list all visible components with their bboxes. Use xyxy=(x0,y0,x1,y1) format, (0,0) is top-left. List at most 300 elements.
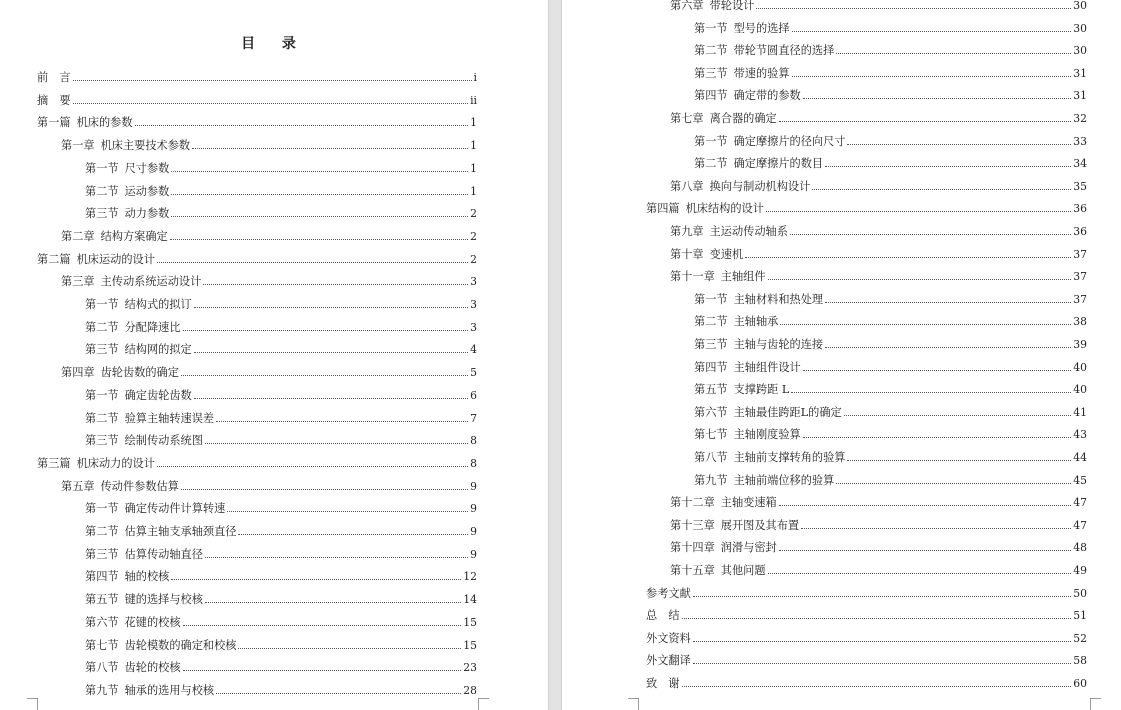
toc-page-number: 1 xyxy=(470,161,477,175)
toc-dot-leader xyxy=(181,488,468,490)
toc-entry[interactable] xyxy=(37,455,477,470)
toc-entry-title: 摘 要 xyxy=(37,93,71,107)
toc-page-number: 30 xyxy=(1073,21,1087,35)
toc-entry-number: 第三节 xyxy=(85,434,119,448)
toc-dot-leader xyxy=(205,556,468,558)
toc-entry-number: 第十四章 xyxy=(670,541,715,555)
toc-entry-number: 第三节 xyxy=(85,547,119,561)
toc-entry[interactable] xyxy=(37,114,477,129)
toc-entry-label xyxy=(61,139,190,152)
toc-page-number: 3 xyxy=(470,320,477,334)
toc-entry-label xyxy=(85,162,169,175)
toc-entry-label xyxy=(694,89,801,102)
toc-entry-label xyxy=(37,457,155,470)
toc-entry[interactable] xyxy=(670,494,1087,509)
toc-entry-title: 外文翻译 xyxy=(646,654,691,668)
toc-entry-label xyxy=(694,157,823,170)
toc-entry-number: 第九章 xyxy=(670,225,704,238)
toc-dot-leader xyxy=(825,165,1071,167)
toc-entry-number: 第二节 xyxy=(694,44,728,58)
toc-entry-label xyxy=(670,248,743,261)
toc-entry-number: 第二章 xyxy=(61,229,95,243)
toc-dot-leader xyxy=(171,170,468,172)
toc-entry-label xyxy=(694,428,801,441)
toc-entry-label xyxy=(85,548,203,561)
toc-dot-leader xyxy=(170,238,468,240)
toc-page-number: 1 xyxy=(470,116,477,130)
toc-page-number: 49 xyxy=(1073,564,1087,577)
toc-entry-label xyxy=(670,112,777,125)
toc-page-number: 35 xyxy=(1073,179,1087,193)
toc-dot-leader xyxy=(205,442,468,444)
toc-entry[interactable] xyxy=(670,178,1087,193)
toc-entry-label xyxy=(670,496,777,509)
toc-dot-leader xyxy=(836,482,1071,484)
toc-dot-leader xyxy=(792,30,1072,32)
toc-entry[interactable] xyxy=(670,562,1087,577)
toc-entry[interactable] xyxy=(85,160,477,175)
toc-entry[interactable] xyxy=(646,607,1087,622)
toc-entry-number: 第二节 xyxy=(694,157,728,171)
toc-dot-leader xyxy=(682,685,1072,687)
toc-entry[interactable] xyxy=(61,364,477,379)
toc-page-number: 2 xyxy=(470,229,477,243)
toc-entry[interactable] xyxy=(85,682,477,697)
toc-entry-label xyxy=(85,207,169,220)
toc-entry[interactable] xyxy=(694,291,1087,306)
toc-entry-number: 第一节 xyxy=(85,161,119,175)
toc-page-number: 36 xyxy=(1073,202,1087,216)
toc-entry-title: 结构网的拟定 xyxy=(124,343,192,357)
toc-entry-title: 齿轮齿数的确定 xyxy=(100,366,179,380)
toc-entry-title: 确定摩擦片的径向尺寸 xyxy=(733,134,846,148)
toc-entry-title: 主运动传动轴系 xyxy=(709,225,788,238)
toc-entry-number: 第一节 xyxy=(694,21,728,35)
toc-entry-number: 第一节 xyxy=(85,388,119,402)
toc-entry-title: 主轴前支撑转角的验算 xyxy=(733,451,846,464)
toc-entry-number: 第五节 xyxy=(694,383,728,397)
toc-entry-title: 机床运动的设计 xyxy=(76,252,155,266)
toc-page-number: 48 xyxy=(1073,541,1087,555)
toc-dot-leader xyxy=(216,420,468,422)
toc-entry-title: 确定齿轮齿数 xyxy=(124,388,192,402)
toc-entry-label xyxy=(85,502,225,515)
toc-page-number: 7 xyxy=(470,411,477,425)
toc-page-number: 38 xyxy=(1073,315,1087,329)
toc-entry[interactable] xyxy=(85,500,477,515)
toc-page-number: 60 xyxy=(1073,677,1087,690)
toc-entry[interactable] xyxy=(85,387,477,402)
toc-dot-leader xyxy=(194,306,468,308)
toc-entry[interactable] xyxy=(670,517,1087,532)
toc-page-number: 31 xyxy=(1073,66,1087,80)
toc-entry-title: 主轴前端位移的验算 xyxy=(733,473,835,487)
toc-entry-label xyxy=(646,609,680,622)
toc-entry-title: 离合器的确定 xyxy=(709,112,777,125)
toc-dot-leader xyxy=(73,79,472,81)
toc-dot-leader xyxy=(216,692,461,694)
toc-dot-leader xyxy=(238,533,468,535)
toc-entry-label xyxy=(670,564,766,577)
toc-dot-leader xyxy=(768,278,1072,280)
toc-entry[interactable] xyxy=(694,336,1087,351)
toc-entry[interactable] xyxy=(694,65,1087,80)
toc-entry[interactable] xyxy=(694,426,1087,441)
toc-entry-title: 确定带的参数 xyxy=(733,89,801,103)
toc-entry[interactable] xyxy=(85,296,477,311)
toc-entry-number: 第六章 xyxy=(670,0,704,12)
toc-entry-label xyxy=(61,480,179,493)
toc-dot-leader xyxy=(756,7,1071,9)
toc-entry[interactable] xyxy=(85,523,477,538)
toc-page-number: 30 xyxy=(1073,0,1087,12)
toc-dot-leader xyxy=(682,617,1072,619)
toc-entry[interactable] xyxy=(670,0,1087,12)
toc-entry-title: 变速机 xyxy=(709,247,744,261)
toc-entry[interactable] xyxy=(694,20,1087,35)
toc-entry-label xyxy=(670,519,799,532)
toc-dot-leader xyxy=(803,97,1072,99)
toc-entry[interactable] xyxy=(85,591,477,606)
toc-page-number: ii xyxy=(470,93,477,107)
toc-entry-number: 第十一章 xyxy=(670,270,715,284)
toc-entry[interactable] xyxy=(85,637,477,652)
toc-entry-number: 第六节 xyxy=(85,615,119,629)
toc-page-number: 34 xyxy=(1073,157,1087,171)
toc-entry-title: 键的选择与校核 xyxy=(124,593,203,607)
toc-page-number: 47 xyxy=(1073,518,1087,532)
toc-entry-number: 第二节 xyxy=(85,320,119,334)
toc-entry-number: 第一节 xyxy=(85,502,119,516)
toc-entry-label xyxy=(670,225,788,238)
toc-dot-leader xyxy=(847,143,1071,145)
toc-entry[interactable] xyxy=(85,568,477,583)
toc-page-number: 47 xyxy=(1073,496,1087,510)
toc-entry[interactable] xyxy=(670,223,1087,238)
toc-entry-label xyxy=(85,343,192,356)
toc-entry-label xyxy=(85,298,192,311)
toc-entry-label xyxy=(646,587,691,600)
toc-entry[interactable] xyxy=(694,472,1087,487)
toc-page-number: 9 xyxy=(470,547,477,561)
toc-dot-leader xyxy=(803,436,1072,438)
toc-entry-number: 第三节 xyxy=(85,343,119,357)
toc-dot-leader xyxy=(693,662,1071,664)
toc-page-number: 2 xyxy=(470,207,477,221)
toc-entry[interactable] xyxy=(646,585,1087,600)
toc-entry-number: 第二节 xyxy=(85,525,119,538)
toc-entry-title: 主轴最佳跨距L的确定 xyxy=(733,405,842,419)
toc-page-number: 23 xyxy=(463,661,477,675)
toc-entry-label xyxy=(85,434,203,447)
toc-entry-title: 主轴轴承 xyxy=(733,315,779,329)
toc-entry[interactable] xyxy=(85,432,477,447)
toc-page-number: 9 xyxy=(470,479,477,493)
toc-page-number: 33 xyxy=(1073,134,1087,148)
toc-entry[interactable] xyxy=(694,87,1087,102)
toc-dot-leader xyxy=(192,147,468,149)
toc-page-number: 44 xyxy=(1073,451,1087,464)
toc-page-number: 9 xyxy=(470,525,477,538)
toc-entry-number: 第二节 xyxy=(694,315,728,329)
toc-page-number: 4 xyxy=(470,343,477,357)
toc-entry-label xyxy=(85,389,192,402)
toc-entry-number: 第二篇 xyxy=(37,252,71,266)
toc-entry-number: 第八节 xyxy=(694,451,728,464)
toc-entry[interactable] xyxy=(646,630,1087,645)
toc-page-number: 1 xyxy=(470,139,477,153)
toc-dot-leader xyxy=(171,193,468,195)
toc-dot-leader xyxy=(171,578,461,580)
toc-entry[interactable] xyxy=(85,546,477,561)
toc-dot-leader xyxy=(766,210,1071,212)
toc-dot-leader xyxy=(825,346,1071,348)
toc-entry-title: 传动件参数估算 xyxy=(100,479,179,493)
toc-entry-title: 带轮设计 xyxy=(709,0,755,12)
toc-entry[interactable] xyxy=(670,246,1087,261)
toc-entry-label xyxy=(85,639,236,652)
toc-page-number: 43 xyxy=(1073,428,1087,442)
toc-entry-label xyxy=(694,293,823,306)
toc-page-number: 50 xyxy=(1073,586,1087,600)
toc-dot-leader xyxy=(801,527,1071,529)
toc-entry-label xyxy=(694,383,789,396)
toc-entry-title: 尺寸参数 xyxy=(124,161,170,175)
toc-entry[interactable] xyxy=(37,69,477,84)
toc-entry-title: 绘制传动系统图 xyxy=(124,434,203,448)
toc-dot-leader xyxy=(194,397,468,399)
toc-page-number: 58 xyxy=(1073,654,1087,668)
toc-dot-leader xyxy=(171,215,468,217)
toc-dot-leader xyxy=(238,647,461,649)
toc-dot-leader xyxy=(693,595,1071,597)
toc-page-number: 39 xyxy=(1073,338,1087,351)
toc-page-number: 40 xyxy=(1073,360,1087,374)
toc-dot-leader xyxy=(194,351,468,353)
toc-entry[interactable] xyxy=(646,200,1087,215)
toc-title: 目 录 xyxy=(241,36,307,52)
toc-entry-label xyxy=(646,654,691,667)
toc-entry-label xyxy=(670,180,810,193)
toc-dot-leader xyxy=(791,391,1071,393)
toc-entry-number: 第四篇 xyxy=(646,202,680,216)
toc-entry-number: 第七节 xyxy=(85,638,119,652)
toc-entry[interactable] xyxy=(694,42,1087,57)
toc-entry-number: 第一节 xyxy=(694,134,728,148)
toc-entry-label xyxy=(85,185,169,198)
toc-entry-label xyxy=(85,661,181,674)
toc-entry[interactable] xyxy=(694,155,1087,170)
toc-entry[interactable] xyxy=(670,539,1087,554)
toc-entry-title: 带速的验算 xyxy=(733,66,790,80)
toc-entry-label xyxy=(85,412,214,425)
toc-page-number: 1 xyxy=(470,184,477,198)
toc-entry[interactable] xyxy=(85,205,477,220)
toc-entry-title: 轴的校核 xyxy=(124,570,170,584)
toc-entry[interactable] xyxy=(85,319,477,334)
toc-entry-title: 主轴与齿轮的连接 xyxy=(733,338,824,351)
toc-entry[interactable] xyxy=(61,228,477,243)
toc-page-number: 28 xyxy=(463,683,477,697)
toc-entry-number: 第一节 xyxy=(694,292,728,306)
toc-dot-leader xyxy=(157,261,468,263)
toc-page-number: 30 xyxy=(1073,44,1087,58)
toc-page-number: 37 xyxy=(1073,292,1087,306)
toc-entry-title: 其他问题 xyxy=(720,564,766,577)
toc-entry-title: 主轴组件设计 xyxy=(733,360,801,374)
toc-dot-leader xyxy=(205,601,461,603)
toc-entry-number: 第八章 xyxy=(670,179,704,193)
toc-entry-label xyxy=(85,525,236,538)
toc-entry-label xyxy=(85,321,181,334)
toc-dot-leader xyxy=(803,369,1072,371)
toc-dot-leader xyxy=(779,504,1072,506)
toc-page-number: 45 xyxy=(1073,473,1087,487)
toc-entry[interactable] xyxy=(61,478,477,493)
toc-entry-title: 换向与制动机构设计 xyxy=(709,179,811,193)
toc-entry[interactable] xyxy=(646,675,1087,690)
toc-entry-number: 第一章 xyxy=(61,139,95,153)
toc-entry-label xyxy=(694,315,778,328)
toc-entry[interactable] xyxy=(85,410,477,425)
toc-page-number: 37 xyxy=(1073,247,1087,261)
toc-entry-label xyxy=(694,451,845,464)
toc-entry-title: 结构式的拟订 xyxy=(124,298,192,311)
toc-entry-number: 第九节 xyxy=(85,683,119,697)
toc-entry-label xyxy=(85,593,203,606)
toc-entry[interactable] xyxy=(85,341,477,356)
toc-entry-title: 齿轮的校核 xyxy=(124,661,181,675)
toc-dot-leader xyxy=(181,374,468,376)
toc-page-number: 5 xyxy=(470,366,477,380)
toc-entry-title: 运动参数 xyxy=(124,184,170,198)
toc-entry-number: 第十二章 xyxy=(670,496,715,510)
toc-entry-label xyxy=(694,406,842,419)
toc-page-number: 51 xyxy=(1073,609,1087,623)
toc-entry-title: 机床动力的设计 xyxy=(76,456,155,470)
toc-entry-number: 第四节 xyxy=(694,360,728,374)
toc-page-number: 41 xyxy=(1073,405,1087,419)
toc-entry-number: 第三节 xyxy=(694,338,728,351)
toc-entry-title: 确定传动件计算转速 xyxy=(124,502,226,516)
toc-entry-title: 齿轮模数的确定和校核 xyxy=(124,638,237,652)
toc-entry-label xyxy=(694,67,790,80)
toc-entry-label xyxy=(37,253,155,266)
toc-entry-title: 外文资料 xyxy=(646,631,691,645)
toc-entry-title: 参考文献 xyxy=(646,586,691,600)
toc-entry-number: 第十五章 xyxy=(670,564,715,577)
toc-entry-title: 展开图及其布置 xyxy=(720,518,800,532)
toc-entry-title: 主轴材料和热处理 xyxy=(733,292,824,306)
toc-entry-label xyxy=(37,71,71,84)
document-page-left xyxy=(0,0,548,710)
toc-entry[interactable] xyxy=(694,359,1087,374)
toc-entry-label xyxy=(646,632,691,645)
toc-entry[interactable] xyxy=(694,449,1087,464)
toc-dot-leader xyxy=(847,459,1071,461)
toc-page-number: 14 xyxy=(463,593,477,607)
toc-entry-title: 主轴刚度验算 xyxy=(733,428,801,442)
toc-entry-label xyxy=(670,0,754,12)
toc-entry-number: 第五章 xyxy=(61,479,95,493)
page-corner-mark xyxy=(478,698,489,710)
toc-entry[interactable] xyxy=(61,273,477,288)
toc-entry-title: 轴承的选用与校核 xyxy=(124,683,215,697)
toc-entry-title: 机床的参数 xyxy=(76,116,133,130)
toc-entry[interactable] xyxy=(694,404,1087,419)
toc-entry[interactable] xyxy=(670,110,1087,125)
toc-dot-leader xyxy=(183,329,469,331)
toc-dot-leader xyxy=(135,124,469,126)
toc-dot-leader xyxy=(779,549,1072,551)
toc-entry-number: 第七节 xyxy=(694,428,728,442)
toc-entry[interactable] xyxy=(85,614,477,629)
toc-entry[interactable] xyxy=(37,251,477,266)
toc-entry-number: 第十章 xyxy=(670,247,704,261)
toc-entry-label xyxy=(37,116,133,129)
toc-entry[interactable] xyxy=(646,652,1087,667)
toc-entry-title: 支撑跨距 L xyxy=(733,383,790,397)
toc-entry[interactable] xyxy=(694,381,1087,396)
toc-entry-title: 花键的校核 xyxy=(124,615,181,629)
toc-entry-title: 验算主轴转速误差 xyxy=(124,411,215,425)
toc-dot-leader xyxy=(768,572,1072,574)
toc-entry-label xyxy=(61,275,201,288)
toc-entry-number: 第四章 xyxy=(61,366,95,380)
toc-dot-leader xyxy=(183,624,462,626)
toc-page-number: 15 xyxy=(463,638,477,652)
toc-entry-title: 动力参数 xyxy=(124,207,170,221)
toc-entry-title: 确定摩擦片的数目 xyxy=(733,157,824,171)
toc-entry-number: 第四节 xyxy=(85,570,119,584)
toc-entry-label xyxy=(85,570,169,583)
toc-page-number: 6 xyxy=(470,388,477,402)
toc-dot-leader xyxy=(825,301,1071,303)
toc-entry-label xyxy=(694,135,845,148)
toc-entry-title: 主轴变速箱 xyxy=(720,496,777,510)
toc-entry-label xyxy=(85,616,181,629)
toc-page-number: 31 xyxy=(1073,89,1087,103)
toc-entry[interactable] xyxy=(37,92,477,107)
toc-entry[interactable] xyxy=(85,659,477,674)
toc-entry-number: 第一篇 xyxy=(37,116,71,130)
toc-entry-title: 机床主要技术参数 xyxy=(100,139,191,153)
toc-dot-leader xyxy=(790,233,1071,235)
toc-dot-leader xyxy=(836,52,1071,54)
page-edge xyxy=(548,0,549,710)
toc-page-number: 40 xyxy=(1073,383,1087,397)
toc-entry[interactable] xyxy=(670,268,1087,283)
page-corner-mark xyxy=(27,698,38,710)
toc-entry-title: 前 言 xyxy=(37,71,71,84)
toc-dot-leader xyxy=(780,323,1071,325)
toc-entry-number: 第七章 xyxy=(670,112,704,125)
toc-entry-label xyxy=(85,684,214,697)
toc-entry-title: 润滑与密封 xyxy=(720,541,777,555)
toc-page-number: 52 xyxy=(1073,631,1087,645)
toc-entry[interactable] xyxy=(61,137,477,152)
toc-dot-leader xyxy=(73,102,469,104)
toc-entry[interactable] xyxy=(85,183,477,198)
toc-entry-number: 第二节 xyxy=(85,411,119,425)
toc-entry[interactable] xyxy=(694,133,1087,148)
toc-entry-label xyxy=(694,338,823,351)
toc-entry-title: 型号的选择 xyxy=(733,21,790,35)
toc-entry[interactable] xyxy=(694,313,1087,328)
toc-entry-title: 带轮节圆直径的选择 xyxy=(733,44,835,58)
toc-dot-leader xyxy=(812,188,1071,190)
toc-entry-number: 第五节 xyxy=(85,593,119,607)
